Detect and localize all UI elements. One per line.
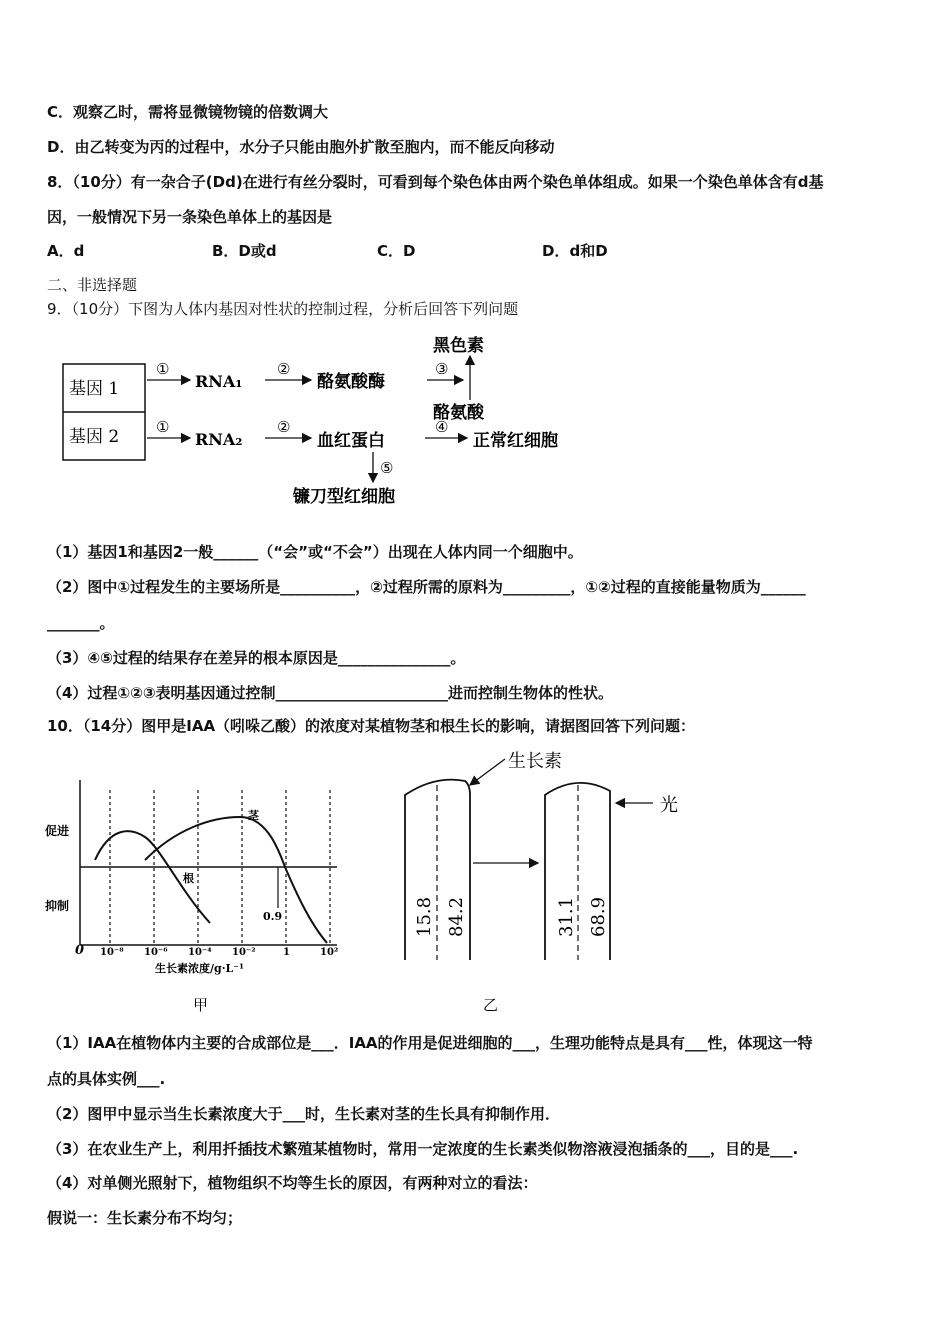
- q8-option-c: C．D: [377, 242, 416, 260]
- tick-1: 10⁻⁸: [100, 947, 124, 958]
- caption-yi: 乙: [483, 996, 499, 1014]
- stem-label: 茎: [248, 809, 259, 822]
- q9-sub2-line2: _______。: [47, 614, 115, 632]
- gene-control-diagram: [55, 330, 635, 519]
- normal-rbc-label: 正常红细胞: [473, 431, 558, 451]
- light-label: 光: [660, 795, 678, 816]
- melanin-label: 黑色素: [433, 336, 484, 356]
- q10-stem: 10．（14分）图甲是IAA（吲哚乙酸）的浓度对某植物茎和根生长的影响，请据图回答下列问题：: [47, 717, 696, 735]
- rna1-label: RNA₁: [195, 372, 243, 391]
- step4-label: ④: [435, 418, 449, 436]
- gene2-label: 基因 2: [69, 427, 120, 447]
- step3-label: ③: [435, 360, 449, 378]
- origin-label: 0: [75, 943, 85, 958]
- root-label: 根: [183, 872, 194, 885]
- step2-label-top: ②: [277, 360, 291, 378]
- q8-option-b: B．D或d: [212, 242, 277, 260]
- point-label: 0.9: [263, 910, 283, 923]
- section-title: 二、非选择题: [47, 276, 138, 294]
- q9-stem: 9．（10分）下图为人体内基因对性状的控制过程，分析后回答下列问题: [47, 300, 519, 318]
- enzyme-label: 酪氨酸酶: [317, 372, 385, 392]
- hemoglobin-label: 血红蛋白: [317, 431, 385, 451]
- q8-option-a: A．d: [47, 242, 85, 260]
- q10-sub4: （4）对单侧光照射下，植物组织不均等生长的原因，有两种对立的看法：: [47, 1174, 538, 1192]
- q10-hypothesis1: 假说一：生长素分布不均匀；: [47, 1209, 243, 1227]
- coleoptile-figure-yi: [390, 745, 710, 1024]
- q10-sub2: （2）图甲中显示当生长素浓度大于___时，生长素对茎的生长具有抑制作用．: [47, 1105, 560, 1123]
- gene1-label: 基因 1: [69, 379, 120, 399]
- right-value-a: 31.1: [556, 896, 577, 937]
- tick-2: 10⁻⁶: [144, 947, 168, 958]
- stem-curve: [145, 817, 327, 943]
- rna2-label: RNA₂: [195, 430, 243, 449]
- q10-sub1-line1: （1）IAA在植物体内主要的合成部位是___．IAA的作用是促进细胞的___，生理功能特点是具有___性，体现这一特: [47, 1034, 813, 1052]
- left-value-b: 84.2: [446, 896, 467, 937]
- q8-stem-line1: 8．（10分）有一杂合子(Dd)在进行有丝分裂时，可看到每个染色体由两个染色单体组成。如果一个染色单体含有d基: [47, 173, 824, 191]
- left-value-a: 15.8: [414, 896, 435, 937]
- x-axis-label: 生长素浓度/g·L⁻¹: [155, 962, 244, 975]
- tick-6: 10²: [320, 947, 339, 958]
- inhibit-label: 抑制: [45, 899, 70, 913]
- q9-sub1: （1）基因1和基因2一般______（“会”或“不会”）出现在人体内同一个细胞中。: [47, 543, 583, 561]
- step5-label: ⑤: [380, 459, 394, 477]
- tyrosine-label: 酪氨酸: [433, 403, 484, 423]
- tick-5: 1: [283, 947, 290, 958]
- caption-jia: 甲: [193, 996, 209, 1014]
- promote-label: 促进: [45, 824, 70, 838]
- auxin-label: 生长素: [508, 751, 562, 772]
- step1-label-bottom: ①: [156, 418, 170, 436]
- q9-sub4: （4）过程①②③表明基因通过控制_______________________进而控制生物体的性状。: [47, 684, 614, 702]
- q9-sub3: （3）④⑤过程的结果存在差异的根本原因是_______________。: [47, 649, 466, 667]
- tick-4: 10⁻²: [232, 947, 256, 958]
- auxin-graph-jia: [45, 775, 345, 1024]
- q7-option-c: C．观察乙时，需将显微镜物镜的倍数调大: [47, 103, 329, 121]
- q10-sub1-line2: 点的具体实例___.: [47, 1070, 166, 1088]
- tick-3: 10⁻⁴: [188, 947, 212, 958]
- q8-option-d: D．d和D: [542, 242, 608, 260]
- step1-label-top: ①: [156, 360, 170, 378]
- right-value-b: 68.9: [588, 896, 609, 937]
- sickle-rbc-label: 镰刀型红细胞: [293, 487, 395, 507]
- q9-sub2-line1: （2）图中①过程发生的主要场所是__________，②过程所需的原料为_________，①②过程的直接能量物质为______: [47, 578, 806, 596]
- q8-stem-line2: 因，一般情况下另一条染色单体上的基因是: [47, 208, 333, 226]
- step2-label-bottom: ②: [277, 418, 291, 436]
- q7-option-d: D．由乙转变为丙的过程中，水分子只能由胞外扩散至胞内，而不能反向移动: [47, 138, 555, 156]
- q10-sub3: （3）在农业生产上，利用扦插技术繁殖某植物时，常用一定浓度的生长素类似物溶液浸泡插条的___，目的是___.: [47, 1140, 799, 1158]
